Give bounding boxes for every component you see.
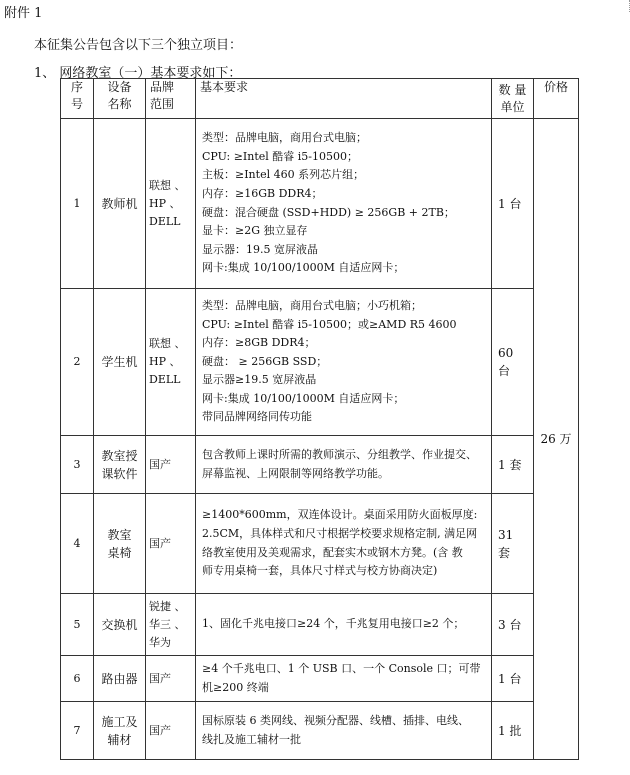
- header-brand: 品牌 范围: [146, 79, 196, 119]
- requirement-line: 显示器：19.5 宽屏液晶: [202, 242, 318, 256]
- brand-line: 国产: [149, 457, 171, 471]
- brand-range: [146, 119, 196, 289]
- brand-line: 国产: [149, 671, 171, 685]
- table-row: [61, 656, 579, 702]
- requirement-line: CPU: ≥Intel 酷睿 i5-10500；或≥AMD R5 4600: [202, 317, 457, 331]
- brand-line: HP 、: [149, 196, 181, 210]
- requirement-line: ≥4 个千兆电口、1 个 USB 口、一个 Console 口；可带: [202, 661, 481, 675]
- requirement-line: 线扎及施工辅材一批: [202, 732, 301, 746]
- header-no: 序 号: [61, 79, 94, 119]
- brand-range: [146, 656, 196, 702]
- row-number: 1: [61, 119, 94, 289]
- device-name: [94, 594, 146, 656]
- brand-range: [146, 436, 196, 494]
- table-row: [61, 594, 579, 656]
- requirement-line: 类型：品牌电脑，商用台式电脑；小巧机箱；: [202, 298, 422, 312]
- header-name: 设备 名称: [94, 79, 146, 119]
- row-number: 4: [61, 494, 94, 594]
- device-name: [94, 436, 146, 494]
- quantity-unit: 31 套: [492, 494, 534, 594]
- brand-line: 联想 、: [149, 337, 186, 350]
- quantity-unit: 1 台: [492, 119, 534, 289]
- device-name: [94, 494, 146, 594]
- device-name-line: 交换机: [101, 617, 138, 632]
- basic-requirements: [196, 289, 492, 436]
- quantity-unit: 60 台: [492, 289, 534, 436]
- requirement-line: 屏幕监视、上网限制等网络教学功能。: [202, 466, 389, 480]
- device-name-line: 施工及: [101, 714, 138, 729]
- row-number: 2: [61, 289, 94, 436]
- brand-line: 国产: [149, 536, 171, 550]
- requirement-line: ≥1400*600mm，双连体设计。桌面采用防火面板厚度:: [202, 508, 478, 522]
- basic-requirements: [196, 702, 492, 760]
- requirement-line: CPU: ≥Intel 酷睿 i5-10500；: [202, 149, 359, 163]
- requirement-line: 师专用桌椅一套，具体尺寸样式与校方协商决定): [202, 564, 438, 578]
- requirements-table: [60, 78, 579, 760]
- header-requirements: 基本要求: [196, 79, 492, 119]
- total-price: 26 万: [534, 119, 579, 760]
- row-number: 7: [61, 702, 94, 760]
- device-name-line: 教室: [107, 527, 132, 542]
- requirement-line: 网卡:集成 10/100/1000M 自适应网卡；: [202, 391, 405, 405]
- basic-requirements: [196, 494, 492, 594]
- basic-requirements: [196, 656, 492, 702]
- brand-range: [146, 494, 196, 594]
- header-unit: 数 量 单位: [492, 79, 534, 119]
- requirement-line: 内存：≥8GB DDR4；: [202, 336, 316, 350]
- requirement-line: 内存：≥16GB DDR4；: [202, 186, 323, 200]
- device-name-line: 路由器: [101, 671, 138, 686]
- brand-range: [146, 289, 196, 436]
- intro-text: 本征集公告包含以下三个独立项目：: [34, 38, 243, 53]
- table-row: [61, 119, 579, 289]
- requirement-line: 硬盘： ≥ 256GB SSD；: [202, 354, 328, 368]
- brand-line: 华三 、: [149, 617, 186, 631]
- quantity-unit: 1 台: [492, 656, 534, 702]
- device-name-line: 桌椅: [107, 545, 132, 560]
- header-price: 价格: [534, 79, 579, 119]
- row-number: 6: [61, 656, 94, 702]
- device-name-line: 教师机: [101, 196, 138, 211]
- requirement-line: 硬盘：混合硬盘 (SSD+HDD) ≥ 256GB + 2TB；: [202, 205, 455, 219]
- device-name: [94, 289, 146, 436]
- device-name-line: 学生机: [101, 355, 138, 369]
- requirement-line: 机≥200 终端: [202, 680, 269, 694]
- device-name-line: 教室授: [101, 448, 138, 463]
- brand-line: 联想 、: [149, 178, 186, 192]
- brand-line: DELL: [149, 214, 181, 228]
- requirement-line: 带同品牌网络同传功能: [202, 410, 312, 424]
- table-row: [61, 436, 579, 494]
- requirement-line: 显示器≥19.5 宽屏液晶: [202, 373, 317, 387]
- device-name-line: 辅材: [107, 732, 132, 747]
- brand-line: 国产: [149, 723, 171, 737]
- brand-line: 锐捷 、: [149, 599, 186, 613]
- device-name: [94, 119, 146, 289]
- requirement-line: 显卡：≥2G 独立显存: [202, 224, 308, 238]
- basic-requirements: [196, 594, 492, 656]
- basic-requirements: [196, 436, 492, 494]
- table-row: [61, 494, 579, 594]
- requirement-line: 主板：≥Intel 460 系列芯片组；: [202, 168, 365, 182]
- requirement-line: 网卡:集成 10/100/1000M 自适应网卡；: [202, 261, 405, 275]
- row-number: 5: [61, 594, 94, 656]
- requirement-line: 2.5CM，具体样式和尺寸根据学校要求规格定制, 满足网: [202, 526, 478, 540]
- quantity-unit: 1 套: [492, 436, 534, 494]
- requirement-line: 包含教师上课时所需的教师演示、分组教学、作业提交、: [202, 447, 477, 461]
- brand-line: DELL: [149, 373, 181, 386]
- attachment-label: 附件 1: [4, 6, 43, 21]
- brand-range: [146, 594, 196, 656]
- device-name-line: 课软件: [101, 466, 138, 481]
- device-name: [94, 702, 146, 760]
- section-heading: 1、 网络教室（一）基本要求如下：: [34, 66, 242, 81]
- basic-requirements: [196, 119, 492, 289]
- quantity-unit: 3 台: [492, 594, 534, 656]
- table-row: [61, 289, 579, 436]
- requirement-line: 类型：品牌电脑，商用台式电脑；: [202, 131, 367, 145]
- device-name: [94, 656, 146, 702]
- requirement-line: 络教室使用及美观需求，配套实木或钢木方凳。(含 教: [202, 545, 463, 559]
- brand-line: HP 、: [149, 355, 181, 368]
- brand-range: [146, 702, 196, 760]
- requirement-line: 1、固化千兆电接口≥24 个，千兆复用电接口≥2 个；: [202, 617, 465, 631]
- row-number: 3: [61, 436, 94, 494]
- quantity-unit: 1 批: [492, 702, 534, 760]
- table-header-row: [61, 79, 579, 119]
- table-row: [61, 702, 579, 760]
- requirement-line: 国标原装 6 类网线、视频分配器、线槽、插排、电线、: [202, 713, 469, 727]
- brand-line: 华为: [149, 635, 171, 649]
